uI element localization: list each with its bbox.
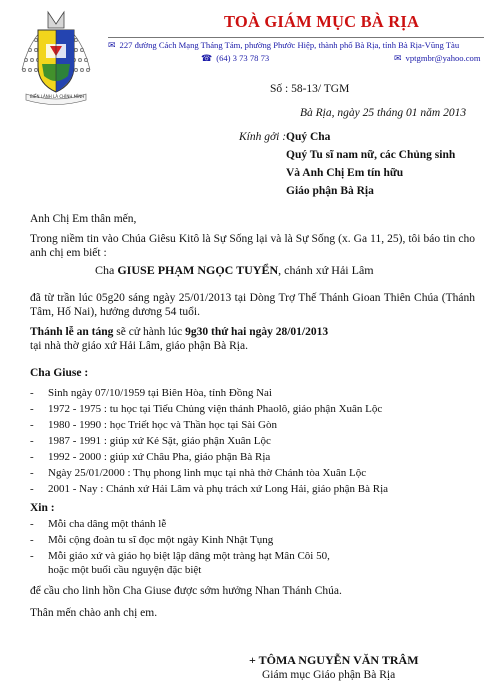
organization-title: TOÀ GIÁM MỤC BÀ RỊA (224, 12, 420, 31)
address-icon: ✉ (108, 40, 116, 50)
signature-name: + TÔMA NGUYỄN VĂN TRÂM (249, 653, 419, 667)
deceased-line (95, 263, 495, 277)
request-item: - Mỗi cha dâng một thánh lễ (30, 518, 167, 530)
signature-title: Giám mục Giáo phận Bà Rịa (262, 669, 396, 681)
request-continuation: hoặc một buổi cầu nguyện đặc biệt (48, 564, 202, 576)
bio-item: - 1992 - 2000 : giúp xứ Châu Pha, giáo phận Bà Rịa (30, 451, 271, 463)
header-divider (108, 37, 484, 38)
address-line (108, 40, 459, 51)
request-item: - Mỗi cộng đoàn tu sĩ đọc một ngày Kinh Nhật Tụng (30, 534, 274, 546)
reference-number: Số : 58-13/ TGM (270, 83, 350, 95)
coat-of-arms-logo (12, 10, 100, 106)
recipient-line: Và Anh Chị Em tín hữu (286, 167, 404, 179)
bio-item: - 1972 - 1975 : tu học tại Tiểu Chủng viện thánh Phaolô, giáo phận Xuân Lộc (30, 403, 383, 415)
funeral-place: tại nhà thờ giáo xứ Hải Lâm, giáo phận Bà Rịa. (30, 340, 248, 352)
phone-text: (64) 3 73 78 73 (216, 53, 270, 63)
deceased-name: GIUSE PHẠM NGỌC TUYỂN (117, 263, 279, 277)
phone-icon: ☎ (201, 53, 213, 63)
request-heading: Xin : (30, 502, 55, 514)
deceased-suffix: , chánh xứ Hải Lâm (278, 263, 374, 277)
bio-item: - Sinh ngày 07/10/1959 tại Biên Hòa, tỉnh Đồng Nai (30, 387, 272, 399)
bio-item: - 2001 - Nay : Chánh xứ Hải Lâm và phụ trách xứ Long Hải, giáo phận Bà Rịa (30, 483, 389, 495)
funeral-mid: sẽ cử hành lúc (113, 326, 186, 338)
funeral-lead: Thánh lễ an táng (30, 326, 114, 338)
bio-item: - 1987 - 1991 : giúp xứ Kẻ Sặt, giáo phận Xuân Lộc (30, 435, 271, 447)
greeting-label: Kính gởi : (239, 131, 287, 143)
address-text: 227 đường Cách Mạng Tháng Tám, phường Phước Hiệp, thành phố Bà Rịa, tỉnh Bà Rịa-Vũng Tàu (119, 40, 460, 50)
recipient-line: Giáo phận Bà Rịa (286, 185, 374, 197)
bio-item: - 1980 - 1990 : học Triết học và Thần học tại Sài Gòn (30, 419, 277, 431)
recipient-line: Quý Tu sĩ nam nữ, các Chủng sinh (286, 149, 456, 161)
email-icon: ✉ (394, 53, 402, 63)
request-item: - Mỗi giáo xứ và giáo họ biệt lập dâng một tràng hạt Mân Côi 50, (30, 550, 330, 562)
letter-date: Bà Rịa, ngày 25 tháng 01 năm 2013 (300, 107, 467, 119)
intro-paragraph: Trong niềm tin vào Chúa Giêsu Kitô là Sự Sống lại và là Sự Sống (x. Ga 11, 25), tôi báo tin cho anh chị em biết : (30, 233, 475, 259)
bio-item: - Ngày 25/01/2000 : Thụ phong linh mục tại nhà thờ Chánh tòa Xuân Lộc (30, 467, 367, 479)
funeral-time: 9g30 thứ hai ngày 28/01/2013 (185, 326, 329, 338)
salutation: Anh Chị Em thân mến, (30, 213, 137, 225)
bio-heading: Cha Giuse : (30, 367, 89, 379)
deceased-prefix: Cha (95, 263, 115, 277)
email-text[interactable]: vptgmbr@yahoo.com (405, 53, 481, 63)
recipient-line: Quý Cha (286, 131, 331, 143)
closing-line: Thân mến chào anh chị em. (30, 607, 158, 619)
logo-motto: BIẾN LÀNH LÀ CHÍNH MÌNH (30, 94, 85, 99)
death-notice: đã từ trần lúc 05g20 sáng ngày 25/01/2013 tại Dòng Trợ Thế Thánh Gioan Thiên Chúa (Thánh Tâm, Hố Nai), hưởng dương 54 tuổi. (30, 292, 475, 318)
funeral-line (30, 325, 475, 339)
purpose-line: để cầu cho linh hồn Cha Giuse được sớm hưởng Nhan Thánh Chúa. (30, 585, 342, 597)
